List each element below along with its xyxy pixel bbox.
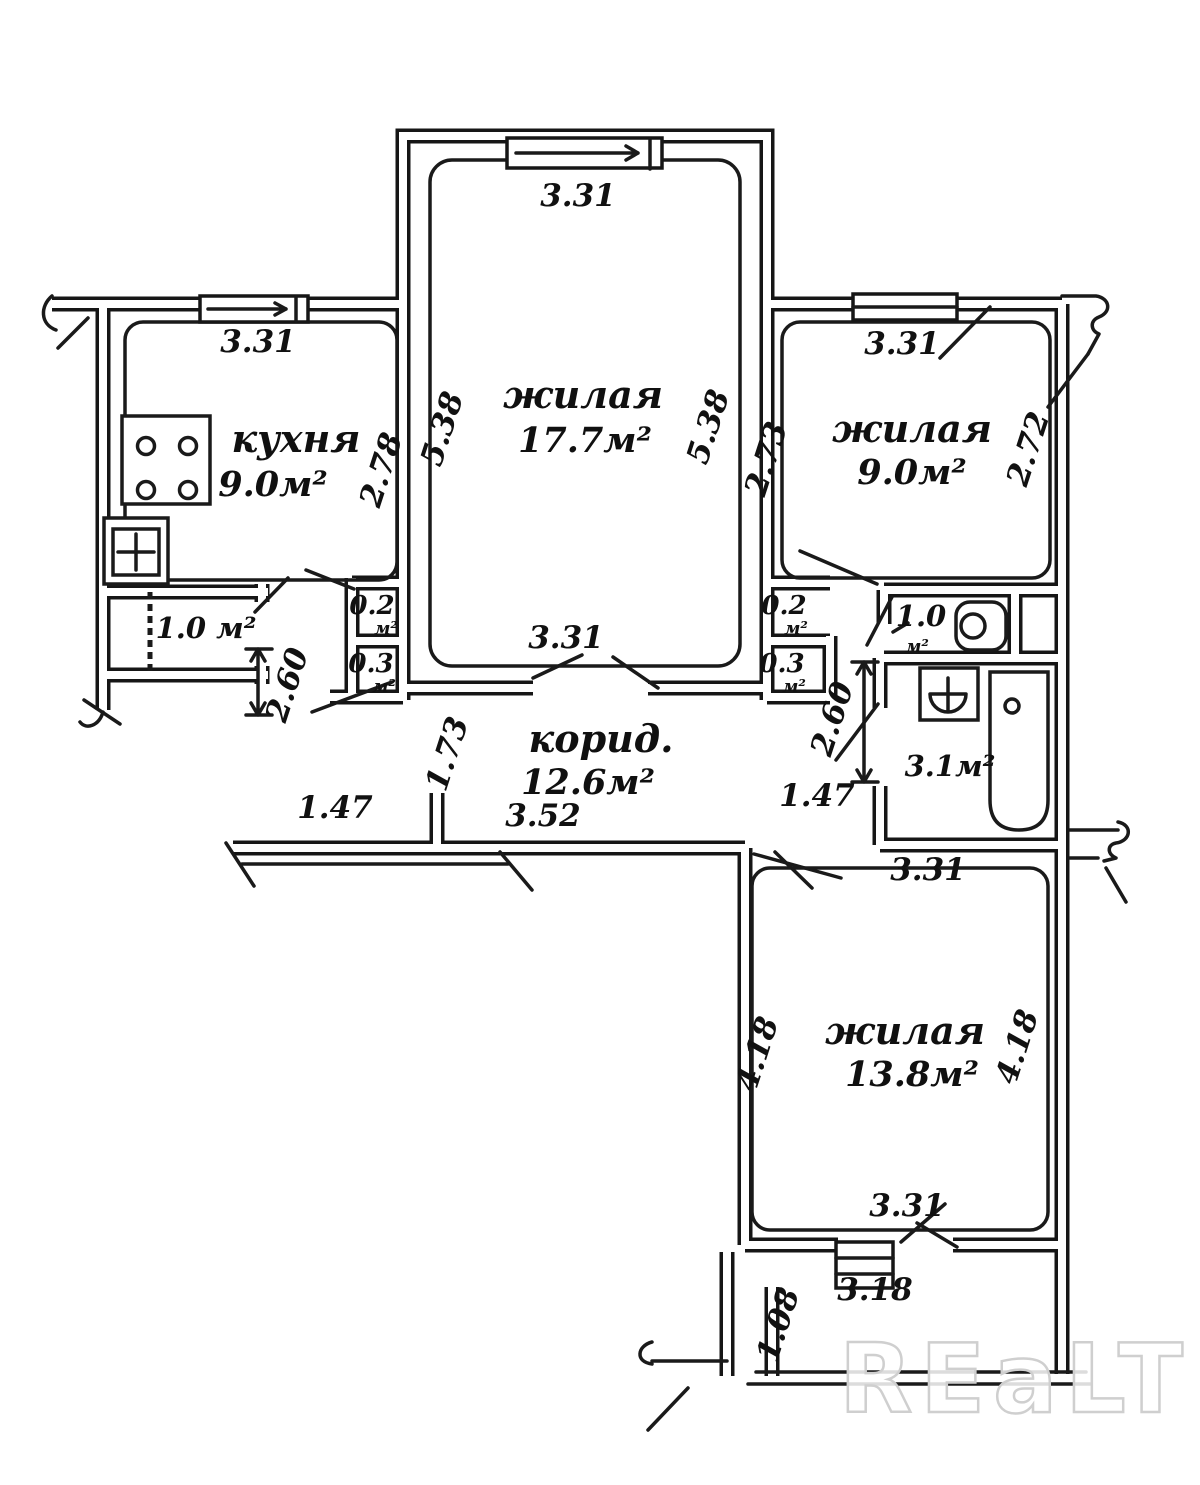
unit-closet-02-right: м² [784,619,808,639]
area-closet-02-right: 0.2 [761,591,807,621]
area-closet-03-left: 0.3 [348,649,394,679]
unit-closet-03-left: м² [372,677,396,697]
dim-kitchen-right: 2.78 [352,428,411,512]
room-label-living-right: жилая [832,406,992,451]
bathtub-drain-icon [1005,699,1019,713]
room-area-closet-left: 1.0 м² [155,611,257,645]
bathtub-icon [990,672,1048,830]
leader-bottom-window [917,1223,957,1247]
dim-corridor-height: 1.73 [418,712,477,796]
dim-corridor-right: 1.47 [779,778,855,814]
room-area-corridor: 12.6м² [521,762,655,803]
room-area-living-right: 9.0м² [857,452,967,493]
room-area-kitchen: 9.0м² [218,464,328,505]
leader-main-bottom [533,655,658,688]
dim-right-left: 2.73 [737,417,796,501]
dim-corridor-mid: 3.52 [505,798,581,834]
hatch-bottom-left [648,1388,688,1430]
dim-bath-height: 2.60 [803,677,862,761]
dim-bath-bottom: 3.31 [890,852,966,888]
dim-main-right: 5.38 [679,385,738,469]
realt-watermark: REaLT [839,1325,1191,1435]
dim-balcony-depth: 1.08 [749,1283,808,1367]
dim-balcony-width: 3.18 [837,1272,913,1308]
dim-main-top: 3.31 [540,178,616,214]
room-label-living-bottom: жилая [825,1008,985,1053]
dim-kitchen-top: 3.31 [220,324,296,360]
wall-break-curl-bottom-left [640,1342,727,1364]
hatch-top-left [58,318,88,348]
toilet-bowl-icon [961,614,985,638]
dim-right-right: 2.72 [999,407,1058,491]
area-closet-02-left: 0.2 [349,591,395,621]
room-label-kitchen: кухня [231,416,361,461]
room-area-bathroom: 3.1м² [904,749,996,783]
dim-bottom-left: 4.18 [728,1012,787,1096]
room-area-living-bottom: 13.8м² [845,1054,979,1095]
room-area-wc: 1.0 [895,599,947,633]
dim-corridor-left: 1.47 [297,790,373,826]
dim-right-top: 3.31 [864,326,940,362]
room-label-living-main: жилая [503,372,663,417]
room-labels [156,372,996,1095]
room-unit-wc: м² [905,637,929,657]
hatch-corridor-mid [500,852,532,890]
room-label-corridor: корид. [528,716,674,761]
area-closet-03-right: 0.3 [759,649,805,679]
hatch-mid-right [1106,868,1126,902]
dim-bottom-right: 4.18 [988,1005,1047,1089]
room-area-living-main: 17.7м² [518,420,652,461]
dim-main-bottom: 3.31 [528,620,604,656]
dim-main-left: 5.38 [413,387,472,471]
unit-closet-02-left: м² [374,619,398,639]
wall-break-squiggle-mid-right [1104,822,1128,861]
dim-bottom-bottom: 3.31 [869,1188,945,1224]
unit-closet-03-right: м² [782,677,806,697]
dim-closet-height-left: 2.60 [258,643,317,727]
